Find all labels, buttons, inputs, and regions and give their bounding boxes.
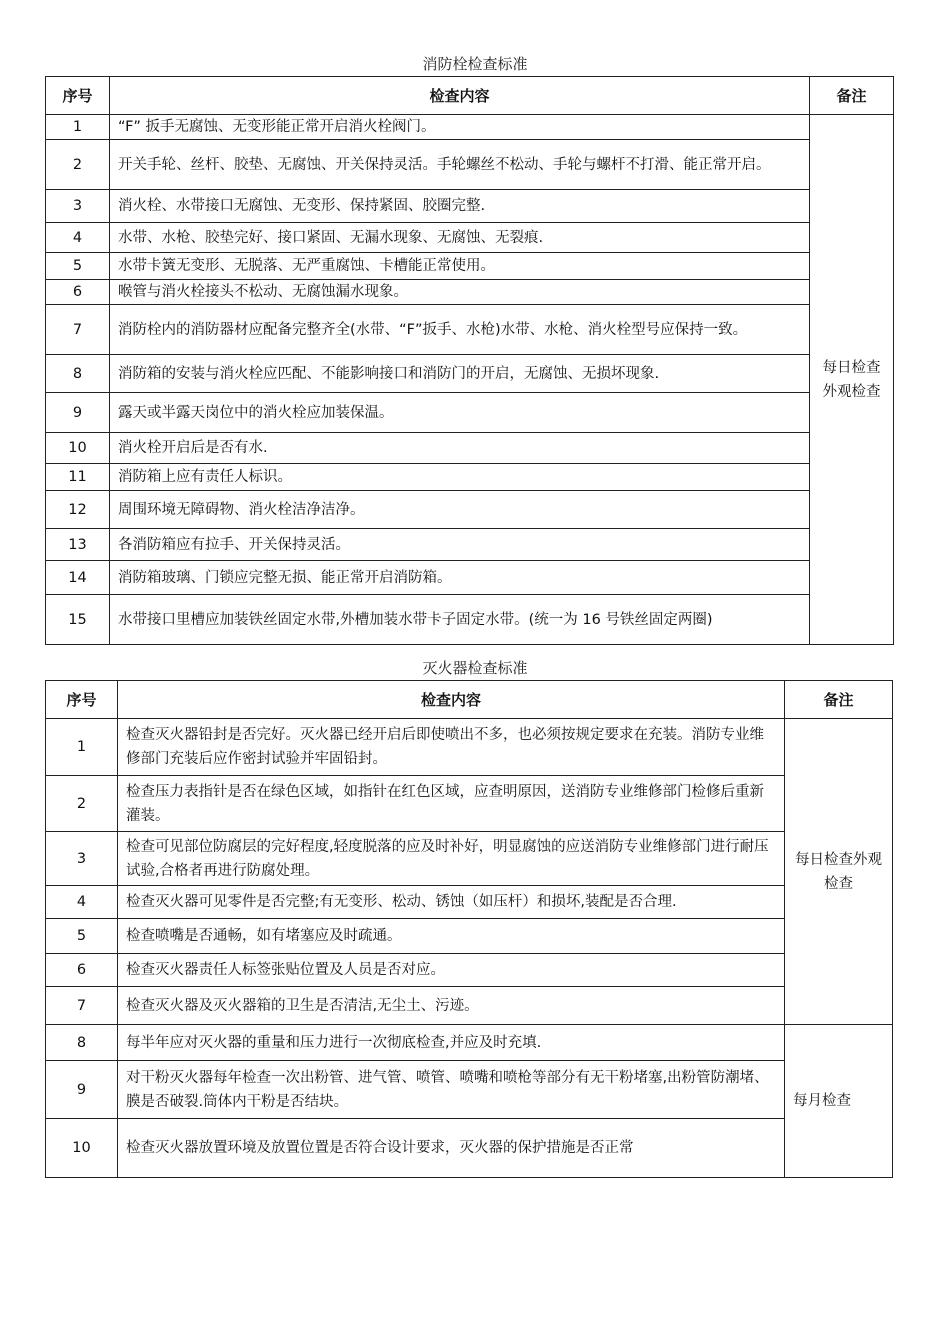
row-content: 检查灭火器及灭火器箱的卫生是否清洁,无尘土、污迹。	[118, 987, 785, 1025]
table-row	[46, 987, 893, 1025]
table-row	[46, 223, 894, 253]
row-content: 检查灭火器责任人标签张贴位置及人员是否对应。	[118, 954, 785, 987]
table-row	[46, 115, 894, 140]
row-number: 6	[46, 280, 110, 305]
table-row	[46, 561, 894, 595]
header-remarks: 备注	[785, 681, 893, 719]
remark-daily-inspection: 每日检查外观检查	[810, 115, 894, 645]
row-number: 1	[46, 719, 118, 776]
header-content: 检查内容	[110, 77, 810, 115]
row-number: 15	[46, 595, 110, 645]
table-row	[46, 305, 894, 355]
row-number: 9	[46, 1061, 118, 1119]
table-row	[46, 253, 894, 280]
row-number: 10	[46, 1119, 118, 1178]
table-row	[46, 776, 893, 832]
extinguisher-table-title: 灭火器检查标准	[422, 659, 528, 677]
row-number: 11	[46, 464, 110, 491]
row-number: 3	[46, 832, 118, 886]
row-content: 各消防箱应有拉手、开关保持灵活。	[110, 529, 810, 561]
row-content: 检查灭火器放置环境及放置位置是否符合设计要求，灭火器的保护措施是否正常	[118, 1119, 785, 1178]
table-row	[46, 464, 894, 491]
table-row	[46, 1025, 893, 1061]
table-row	[46, 595, 894, 645]
row-content: 检查灭火器铅封是否完好。灭火器已经开启后即使喷出不多，也必须按规定要求在充装。消防专业维修部门充装后应作密封试验并牢固铅封。	[118, 719, 785, 776]
table-row	[46, 140, 894, 190]
table-row	[46, 886, 893, 919]
row-content: 露天或半露天岗位中的消火栓应加装保温。	[110, 393, 810, 433]
row-content: 消防箱上应有责任人标识。	[110, 464, 810, 491]
hydrant-inspection-table	[45, 76, 894, 645]
row-content: 检查压力表指针是否在绿色区域，如指针在红色区域，应查明原因，送消防专业维修部门检修后重新灌装。	[118, 776, 785, 832]
row-content: 检查可见部位防腐层的完好程度,轻度脱落的应及时补好，明显腐蚀的应送消防专业维修部门进行耐压试验,合格者再进行防腐处理。	[118, 832, 785, 886]
row-number: 2	[46, 140, 110, 190]
table-row	[46, 491, 894, 529]
row-number: 7	[46, 987, 118, 1025]
header-content: 检查内容	[118, 681, 785, 719]
row-content: 对干粉灭火器每年检查一次出粉管、进气管、喷管、喷嘴和喷枪等部分有无干粉堵塞,出粉管防潮堵、膜是否破裂.筒体内干粉是否结块。	[118, 1061, 785, 1119]
row-number: 9	[46, 393, 110, 433]
table-header-row	[46, 681, 893, 719]
table-row	[46, 280, 894, 305]
row-number: 2	[46, 776, 118, 832]
row-number: 4	[46, 886, 118, 919]
row-number: 12	[46, 491, 110, 529]
row-number: 5	[46, 253, 110, 280]
row-content: “F” 扳手无腐蚀、无变形能正常开启消火栓阀门。	[110, 115, 810, 140]
table-row	[46, 954, 893, 987]
row-number: 10	[46, 433, 110, 464]
table-row	[46, 190, 894, 223]
table-row	[46, 919, 893, 954]
table-row	[46, 529, 894, 561]
row-content: 消防栓内的消防器材应配备完整齐全(水带、“F”扳手、水枪)水带、水枪、消火栓型号应保持一致。	[110, 305, 810, 355]
remark-monthly-inspection: 每月检查	[785, 1025, 893, 1178]
hydrant-table-title: 消防栓检查标准	[422, 55, 528, 73]
row-content: 水带卡簧无变形、无脱落、无严重腐蚀、卡槽能正常使用。	[110, 253, 810, 280]
row-content: 喉管与消火栓接头不松动、无腐蚀漏水现象。	[110, 280, 810, 305]
row-content: 水带接口里槽应加装铁丝固定水带,外槽加装水带卡子固定水带。(统一为 16 号铁丝固定两圈)	[110, 595, 810, 645]
extinguisher-inspection-table	[45, 680, 893, 1178]
header-number: 序号	[46, 681, 118, 719]
table-row	[46, 1061, 893, 1119]
row-content: 消防箱玻璃、门锁应完整无损、能正常开启消防箱。	[110, 561, 810, 595]
table-header-row	[46, 77, 894, 115]
row-content: 检查喷嘴是否通畅，如有堵塞应及时疏通。	[118, 919, 785, 954]
row-number: 13	[46, 529, 110, 561]
row-number: 8	[46, 355, 110, 393]
table-row	[46, 355, 894, 393]
row-number: 3	[46, 190, 110, 223]
row-number: 14	[46, 561, 110, 595]
row-number: 8	[46, 1025, 118, 1061]
row-content: 消火栓、水带接口无腐蚀、无变形、保持紧固、胶圈完整.	[110, 190, 810, 223]
row-content: 每半年应对灭火器的重量和压力进行一次彻底检查,并应及时充填.	[118, 1025, 785, 1061]
row-content: 水带、水枪、胶垫完好、接口紧固、无漏水现象、无腐蚀、无裂痕.	[110, 223, 810, 253]
row-content: 消防箱的安装与消火栓应匹配、不能影响接口和消防门的开启，无腐蚀、无损坏现象.	[110, 355, 810, 393]
table-row	[46, 832, 893, 886]
row-number: 6	[46, 954, 118, 987]
row-content: 周围环境无障碍物、消火栓洁净洁净。	[110, 491, 810, 529]
table-row	[46, 393, 894, 433]
remark-daily-inspection: 每日检查外观检查	[785, 719, 893, 1025]
row-number: 1	[46, 115, 110, 140]
row-content: 开关手轮、丝杆、胶垫、无腐蚀、开关保持灵活。手轮螺丝不松动、手轮与螺杆不打滑、能正常开启。	[110, 140, 810, 190]
row-number: 7	[46, 305, 110, 355]
table-row	[46, 1119, 893, 1178]
row-content: 检查灭火器可见零件是否完整;有无变形、松动、锈蚀（如压杆）和损坏,装配是否合理.	[118, 886, 785, 919]
table-row	[46, 719, 893, 776]
row-content: 消火栓开启后是否有水.	[110, 433, 810, 464]
table-row	[46, 433, 894, 464]
header-number: 序号	[46, 77, 110, 115]
row-number: 5	[46, 919, 118, 954]
header-remarks: 备注	[810, 77, 894, 115]
row-number: 4	[46, 223, 110, 253]
